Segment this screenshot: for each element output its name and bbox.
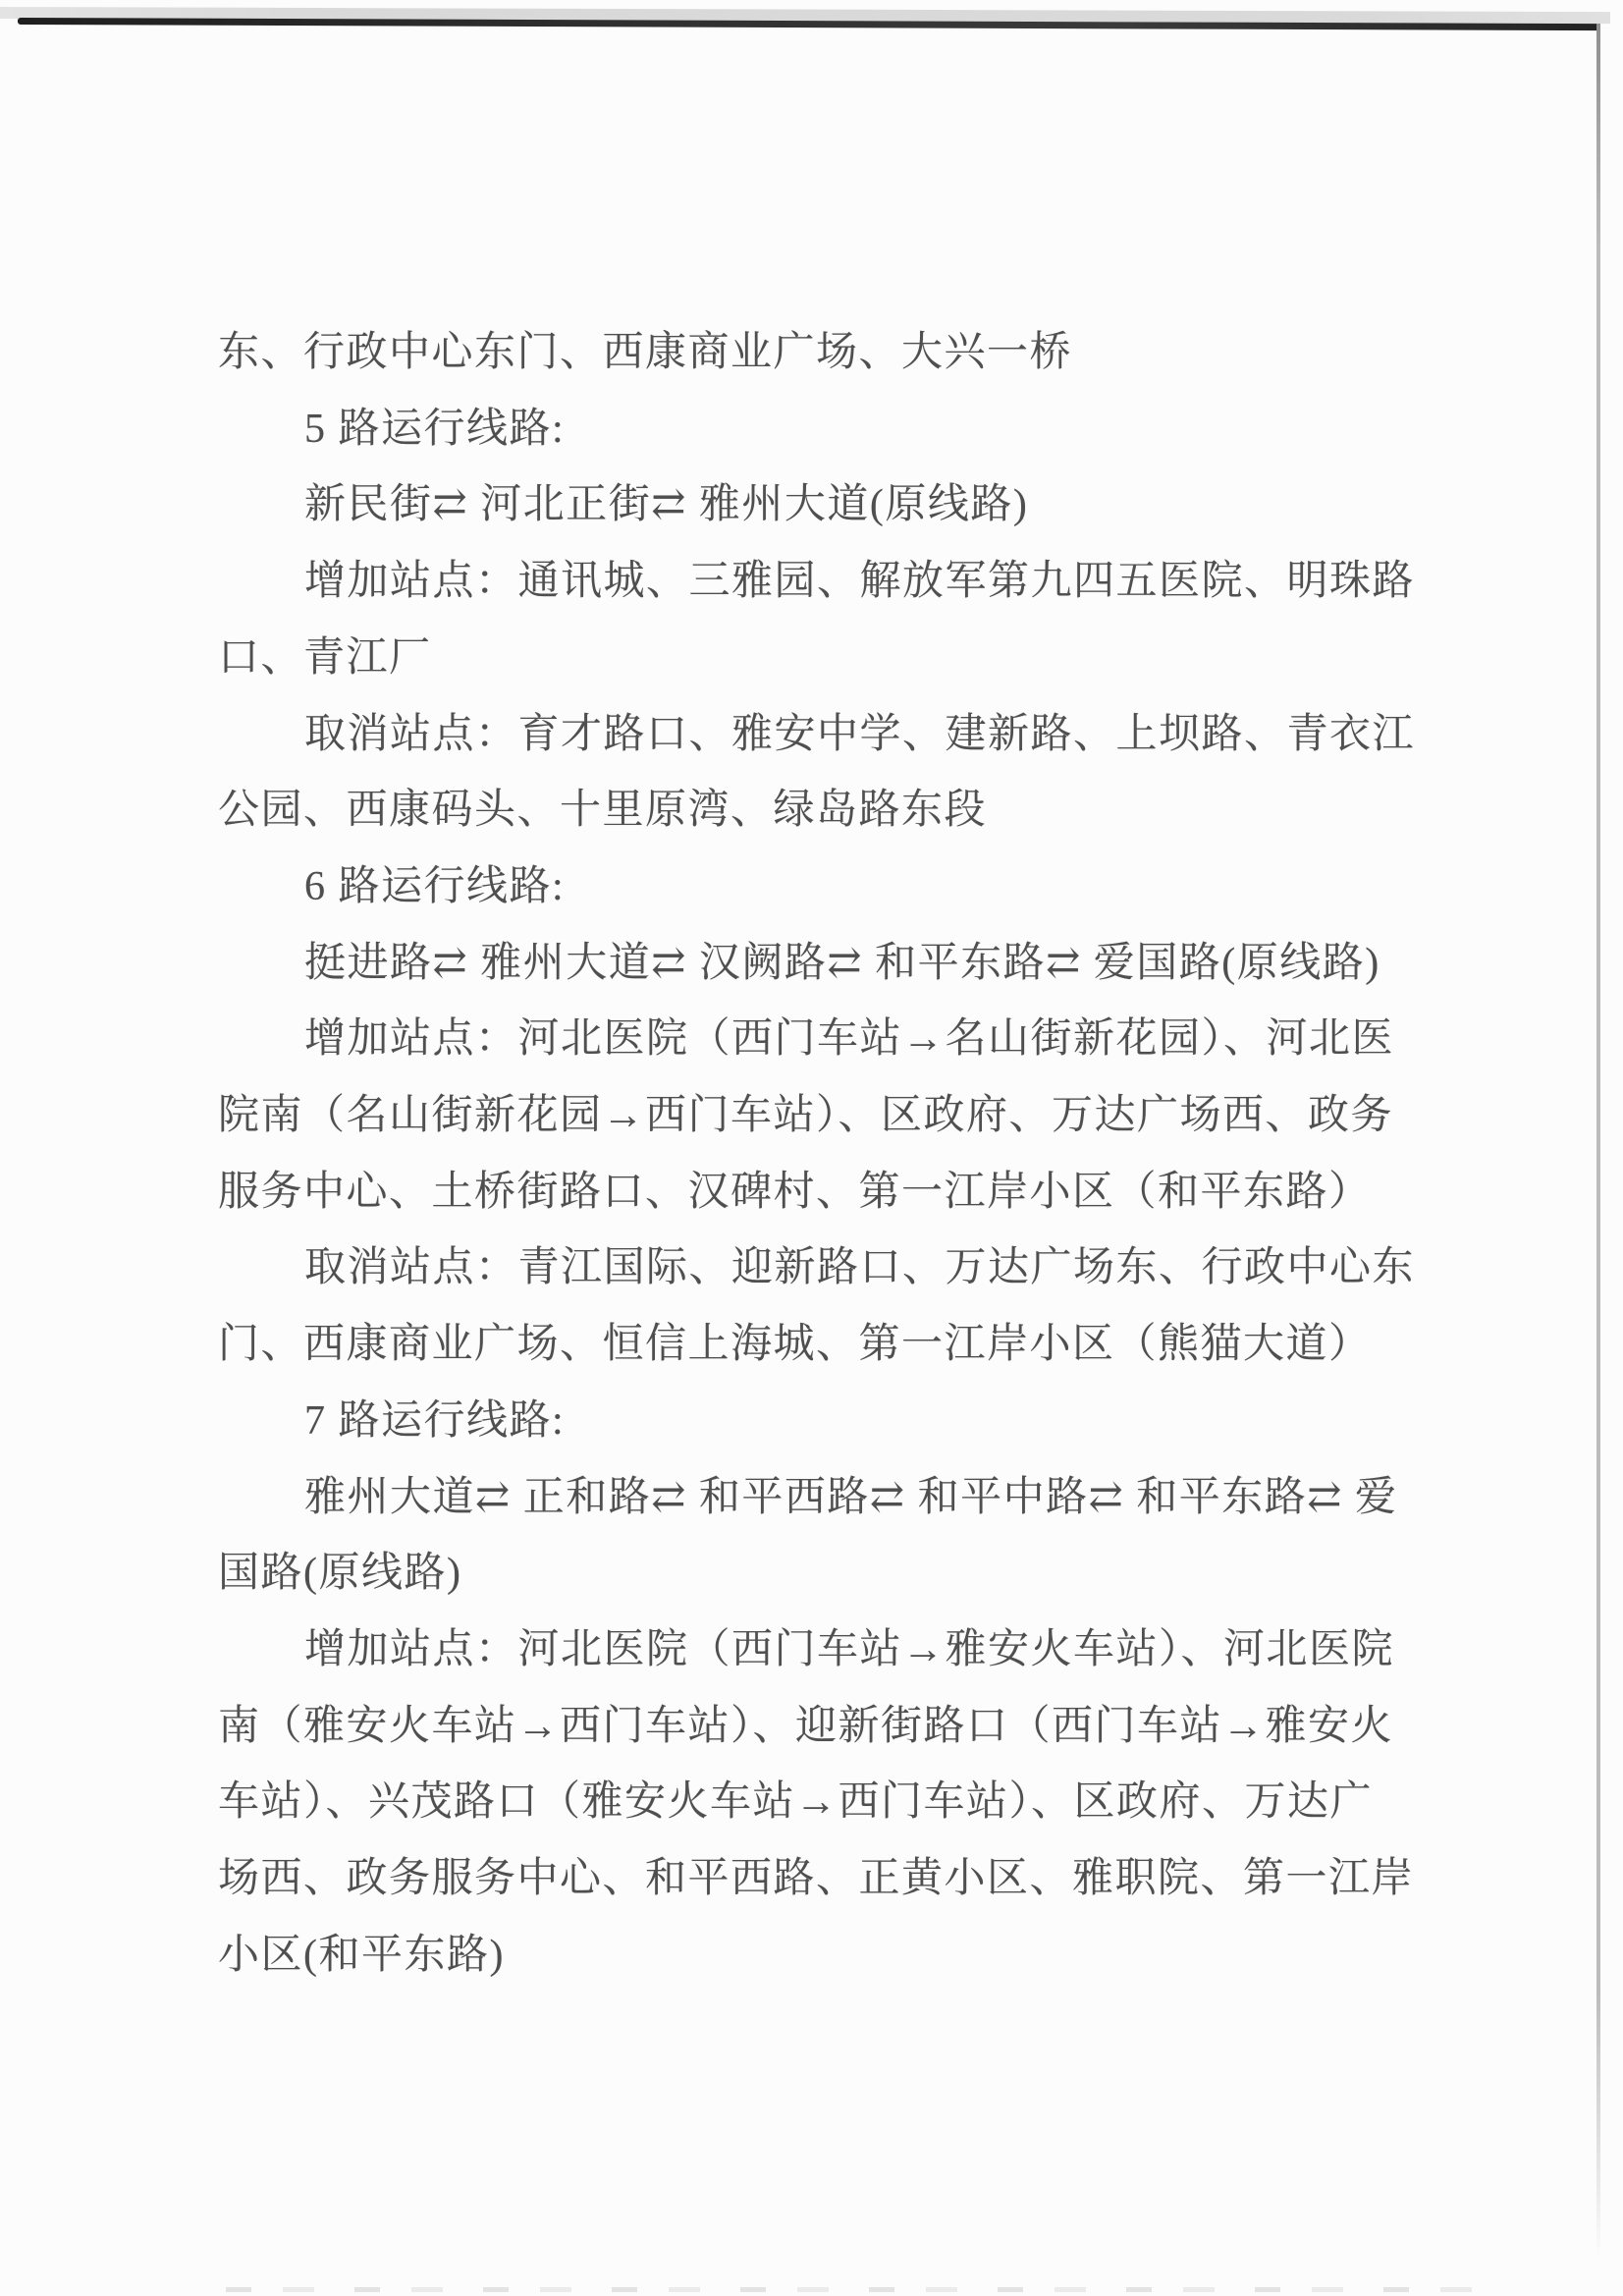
document-line: 新民街⇄ 河北正街⇄ 雅州大道(原线路) bbox=[304, 482, 1029, 528]
document-line: 口、青江厂 bbox=[218, 634, 432, 681]
document-line: 增加站点：河北医院（西门车站→雅安火车站）、河北医院 bbox=[304, 1626, 1395, 1672]
document-line: 增加站点：通讯城、三雅园、解放军第九四五医院、明珠路 bbox=[304, 559, 1416, 605]
document-line: 小区(和平东路) bbox=[218, 1932, 505, 1978]
document-line: 5 路运行线路: bbox=[304, 406, 566, 452]
document-line: 门、西康商业广场、恒信上海城、第一江岸小区（熊猫大道） bbox=[218, 1322, 1372, 1368]
document-line: 东、行政中心东门、西康商业广场、大兴一桥 bbox=[218, 330, 1073, 375]
document-line: 国路(原线路) bbox=[218, 1551, 462, 1597]
document-line: 7 路运行线路: bbox=[304, 1397, 566, 1444]
document-line: 增加站点：河北医院（西门车站→名山街新花园）、河北医 bbox=[304, 1016, 1395, 1063]
document-line: 取消站点：青江国际、迎新路口、万达广场东、行政中心东 bbox=[304, 1245, 1416, 1291]
document-line: 6 路运行线路: bbox=[304, 863, 566, 909]
document-line: 取消站点：育才路口、雅安中学、建新路、上坝路、青衣江 bbox=[304, 711, 1416, 757]
document-line: 公园、西康码头、十里原湾、绿岛路东段 bbox=[218, 788, 988, 834]
document-line: 服务中心、土桥街路口、汉碑村、第一江岸小区（和平东路） bbox=[218, 1169, 1372, 1215]
document-line: 雅州大道⇄ 正和路⇄ 和平西路⇄ 和平中路⇄ 和平东路⇄ 爱 bbox=[304, 1474, 1398, 1520]
document-line: 挺进路⇄ 雅州大道⇄ 汉阙路⇄ 和平东路⇄ 爱国路(原线路) bbox=[304, 940, 1380, 986]
document-line: 南（雅安火车站→西门车站）、迎新街路口（西门车站→雅安火 bbox=[218, 1703, 1394, 1749]
document-line: 车站）、兴茂路口（雅安火车站→西门车站）、区政府、万达广 bbox=[218, 1779, 1374, 1826]
document-line: 院南（名山街新花园→西门车站）、区政府、万达广场西、政务 bbox=[218, 1093, 1394, 1138]
document-line: 场西、政务服务中心、和平西路、正黄小区、雅职院、第一江岸 bbox=[218, 1856, 1415, 1901]
